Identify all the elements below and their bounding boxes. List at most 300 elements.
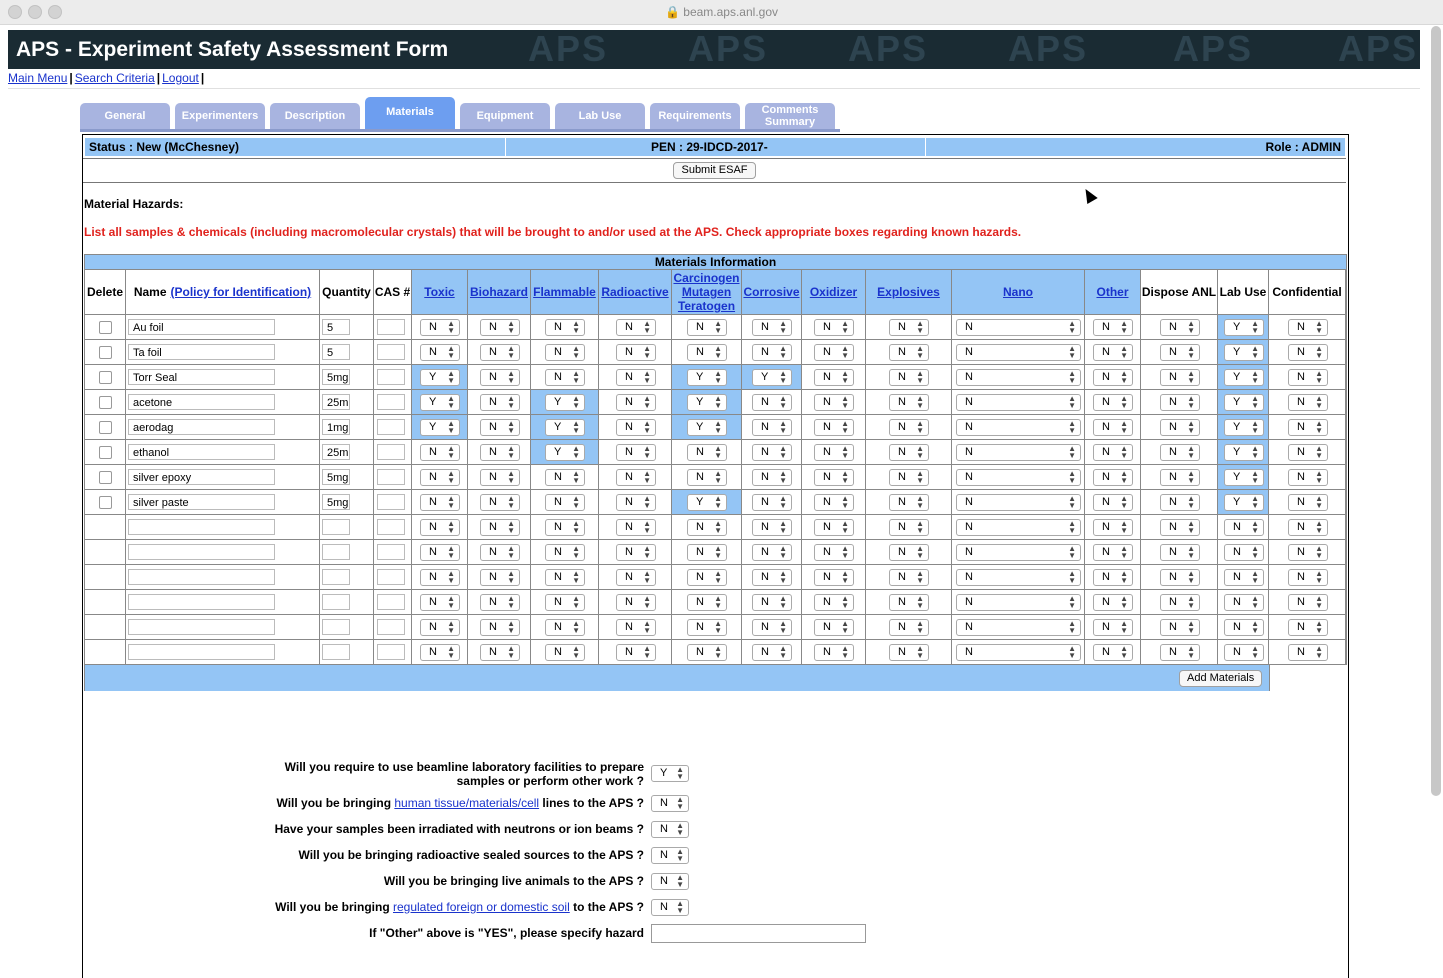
- chevron-up-down-icon: ▲ ▼: [916, 369, 924, 385]
- dispose-anl-select[interactable]: [1160, 394, 1200, 411]
- oxidizer-select[interactable]: [814, 319, 854, 336]
- quantity-input[interactable]: 1mg: [322, 419, 350, 435]
- select-value: N: [554, 346, 562, 358]
- corrosive-select[interactable]: [752, 469, 792, 486]
- delete-checkbox[interactable]: [99, 346, 112, 359]
- cas-input[interactable]: [377, 594, 405, 610]
- dispose-anl-select[interactable]: [1160, 544, 1200, 561]
- cas-input[interactable]: [377, 394, 405, 410]
- tab-comments-summary[interactable]: [745, 103, 835, 129]
- toxic-select[interactable]: [420, 569, 460, 586]
- explosives-select[interactable]: [889, 594, 929, 611]
- quantity-input[interactable]: [322, 644, 350, 660]
- corrosive-select[interactable]: [752, 519, 792, 536]
- oxidizer-select[interactable]: [814, 569, 854, 586]
- cas-input[interactable]: [377, 369, 405, 385]
- top-navigation: Main Menu | Search Criteria | Logout |: [8, 71, 1420, 89]
- other-select[interactable]: [1093, 469, 1133, 486]
- biohazard-select[interactable]: [480, 319, 520, 336]
- confidential-select[interactable]: [1288, 494, 1328, 511]
- question-link[interactable]: human tissue/materials/cell: [394, 796, 540, 810]
- table-cell: [468, 515, 531, 540]
- toxic-select[interactable]: [420, 519, 460, 536]
- explosives-select[interactable]: [889, 344, 929, 361]
- oxidizer-select[interactable]: [814, 594, 854, 611]
- cas-input[interactable]: [377, 344, 405, 360]
- radioactive-select[interactable]: [616, 619, 656, 636]
- radioactive-select[interactable]: [616, 494, 656, 511]
- oxidizer-select[interactable]: [814, 519, 854, 536]
- explosives-select[interactable]: [889, 569, 929, 586]
- biohazard-select[interactable]: [480, 519, 520, 536]
- dispose-anl-select[interactable]: [1160, 494, 1200, 511]
- quantity-input[interactable]: [322, 619, 350, 635]
- toxic-select[interactable]: [420, 469, 460, 486]
- other-select[interactable]: [1093, 444, 1133, 461]
- cas-input[interactable]: [377, 644, 405, 660]
- radioactive-select[interactable]: [616, 419, 656, 436]
- toxic-select[interactable]: [420, 444, 460, 461]
- nano-select[interactable]: [956, 644, 1081, 661]
- lab-use-select[interactable]: [1224, 319, 1264, 336]
- lab-use-select[interactable]: [1224, 394, 1264, 411]
- other-select[interactable]: [1093, 619, 1133, 636]
- corrosive-select[interactable]: [752, 644, 792, 661]
- name-input[interactable]: [128, 569, 275, 585]
- cas-input[interactable]: [377, 544, 405, 560]
- dispose-anl-select[interactable]: [1160, 594, 1200, 611]
- biohazard-select[interactable]: [480, 569, 520, 586]
- question-answer-select[interactable]: [651, 795, 689, 812]
- nano-select[interactable]: [956, 544, 1081, 561]
- quantity-input[interactable]: 5mg: [322, 494, 350, 510]
- corrosive-select[interactable]: [752, 569, 792, 586]
- nano-select[interactable]: [956, 444, 1081, 461]
- radioactive-select[interactable]: [616, 544, 656, 561]
- lab-use-select[interactable]: [1224, 569, 1264, 586]
- toxic-select[interactable]: [420, 619, 460, 636]
- chevron-up-down-icon: ▲ ▼: [447, 344, 455, 360]
- address-bar[interactable]: 🔒 beam.aps.anl.gov: [664, 5, 778, 19]
- dispose-anl-select[interactable]: [1160, 419, 1200, 436]
- column-link[interactable]: Toxic: [424, 285, 455, 299]
- quantity-input[interactable]: [322, 544, 350, 560]
- logout-link[interactable]: Logout: [162, 71, 199, 85]
- delete-checkbox[interactable]: [99, 371, 112, 384]
- nano-select[interactable]: [956, 494, 1081, 511]
- corrosive-select[interactable]: [752, 419, 792, 436]
- confidential-select[interactable]: [1288, 569, 1328, 586]
- carcinogen-select[interactable]: [687, 419, 727, 436]
- carcinogen-select[interactable]: [687, 544, 727, 561]
- explosives-select[interactable]: [889, 519, 929, 536]
- explosives-select[interactable]: [889, 394, 929, 411]
- chevron-up-down-icon: ▲ ▼: [1068, 394, 1076, 410]
- cas-input[interactable]: [377, 444, 405, 460]
- other-select[interactable]: [1093, 594, 1133, 611]
- corrosive-select[interactable]: [752, 344, 792, 361]
- toxic-select[interactable]: [420, 344, 460, 361]
- delete-checkbox[interactable]: [99, 421, 112, 434]
- explosives-select[interactable]: [889, 494, 929, 511]
- name-input[interactable]: [128, 644, 275, 660]
- confidential-select[interactable]: [1288, 394, 1328, 411]
- name-input[interactable]: [128, 519, 275, 535]
- other-select[interactable]: [1093, 544, 1133, 561]
- dispose-anl-select[interactable]: [1160, 644, 1200, 661]
- tab-requirements[interactable]: Requirements: [650, 103, 740, 129]
- chevron-up-down-icon: ▲ ▼: [1068, 419, 1076, 435]
- biohazard-select[interactable]: [480, 369, 520, 386]
- scrollbar[interactable]: [1431, 26, 1441, 796]
- nano-select[interactable]: [956, 569, 1081, 586]
- column-header-explosives[interactable]: [866, 270, 952, 314]
- biohazard-select[interactable]: [480, 444, 520, 461]
- cas-input[interactable]: [377, 569, 405, 585]
- dispose-anl-select[interactable]: [1160, 369, 1200, 386]
- quantity-input[interactable]: [322, 519, 350, 535]
- quantity-input[interactable]: 5: [322, 319, 350, 335]
- delete-checkbox[interactable]: [99, 496, 112, 509]
- toxic-select[interactable]: [420, 644, 460, 661]
- flammable-select[interactable]: [545, 469, 585, 486]
- corrosive-select[interactable]: [752, 594, 792, 611]
- toxic-select[interactable]: [420, 594, 460, 611]
- chevron-up-down-icon: ▲ ▼: [714, 394, 722, 410]
- column-header-toxic[interactable]: [412, 270, 468, 314]
- nano-select[interactable]: [956, 419, 1081, 436]
- radioactive-select[interactable]: [616, 369, 656, 386]
- confidential-select[interactable]: [1288, 444, 1328, 461]
- quantity-input[interactable]: [322, 569, 350, 585]
- select-value: N: [554, 571, 562, 583]
- column-link[interactable]: Carcinogen Mutagen Teratogen: [673, 271, 740, 313]
- cas-input[interactable]: [377, 469, 405, 485]
- carcinogen-select[interactable]: [687, 369, 727, 386]
- other-select[interactable]: [1093, 394, 1133, 411]
- question-answer-select[interactable]: [651, 873, 689, 890]
- chevron-up-down-icon: ▲ ▼: [1251, 344, 1259, 360]
- quantity-input[interactable]: 5: [322, 344, 350, 360]
- biohazard-select[interactable]: [480, 344, 520, 361]
- radioactive-select[interactable]: [616, 519, 656, 536]
- carcinogen-select[interactable]: [687, 319, 727, 336]
- dispose-anl-select[interactable]: [1160, 519, 1200, 536]
- oxidizer-select[interactable]: [814, 444, 854, 461]
- add-materials-button[interactable]: Add Materials: [1179, 670, 1262, 687]
- name-input[interactable]: [128, 544, 275, 560]
- column-header-corrosive[interactable]: [742, 270, 802, 314]
- carcinogen-select[interactable]: [687, 394, 727, 411]
- carcinogen-select[interactable]: [687, 519, 727, 536]
- other-select[interactable]: [1093, 369, 1133, 386]
- corrosive-select[interactable]: [752, 544, 792, 561]
- corrosive-select[interactable]: [752, 319, 792, 336]
- flammable-select[interactable]: [545, 644, 585, 661]
- radioactive-select[interactable]: [616, 344, 656, 361]
- carcinogen-select[interactable]: [687, 444, 727, 461]
- name-input[interactable]: Torr Seal: [128, 369, 275, 385]
- lab-use-select[interactable]: [1224, 369, 1264, 386]
- confidential-select[interactable]: [1288, 319, 1328, 336]
- main-menu-link[interactable]: Main Menu: [8, 71, 68, 85]
- flammable-select[interactable]: [545, 344, 585, 361]
- flammable-select[interactable]: [545, 494, 585, 511]
- confidential-select[interactable]: [1288, 594, 1328, 611]
- select-value: N: [554, 546, 562, 558]
- explosives-select[interactable]: [889, 419, 929, 436]
- carcinogen-select[interactable]: [687, 469, 727, 486]
- flammable-select[interactable]: [545, 394, 585, 411]
- select-value: N: [625, 496, 633, 508]
- column-header-nano[interactable]: [952, 270, 1085, 314]
- lab-use-select[interactable]: [1224, 594, 1264, 611]
- name-input[interactable]: ethanol: [128, 444, 275, 460]
- cas-input[interactable]: [377, 619, 405, 635]
- column-header-radioactive[interactable]: [599, 270, 672, 314]
- nano-select[interactable]: [956, 594, 1081, 611]
- column-link[interactable]: Radioactive: [601, 285, 669, 299]
- explosives-select[interactable]: [889, 469, 929, 486]
- column-header-carcinogen-mutagen-teratogen[interactable]: [672, 270, 742, 314]
- column-header-flammable[interactable]: [531, 270, 599, 314]
- column-link[interactable]: Nano: [1003, 285, 1033, 299]
- table-row: [85, 589, 1346, 615]
- biohazard-select[interactable]: [480, 619, 520, 636]
- biohazard-select[interactable]: [480, 469, 520, 486]
- lab-use-select[interactable]: [1224, 619, 1264, 636]
- other-hazard-input[interactable]: [651, 924, 866, 943]
- quantity-input[interactable]: 25m: [322, 394, 350, 410]
- toxic-select[interactable]: [420, 544, 460, 561]
- tab-lab-use[interactable]: Lab Use: [555, 103, 645, 129]
- biohazard-select[interactable]: [480, 419, 520, 436]
- select-value: N: [1297, 546, 1305, 558]
- cas-input[interactable]: [377, 319, 405, 335]
- select-value: Y: [1233, 471, 1241, 483]
- toxic-select[interactable]: [420, 419, 460, 436]
- oxidizer-select[interactable]: [814, 469, 854, 486]
- confidential-select[interactable]: [1288, 369, 1328, 386]
- tab-experimenters[interactable]: Experimenters: [175, 103, 265, 129]
- column-link[interactable]: Other: [1096, 285, 1129, 299]
- confidential-select[interactable]: [1288, 644, 1328, 661]
- column-header-oxidizer[interactable]: [802, 270, 866, 314]
- confidential-select[interactable]: [1288, 344, 1328, 361]
- carcinogen-select[interactable]: [687, 594, 727, 611]
- confidential-select[interactable]: [1288, 419, 1328, 436]
- toxic-select[interactable]: [420, 394, 460, 411]
- cas-input[interactable]: [377, 419, 405, 435]
- toxic-select[interactable]: [420, 369, 460, 386]
- biohazard-select[interactable]: [480, 394, 520, 411]
- lab-use-select[interactable]: [1224, 494, 1264, 511]
- lab-use-select[interactable]: [1224, 344, 1264, 361]
- question-link[interactable]: regulated foreign or domestic soil: [393, 900, 570, 914]
- oxidizer-select[interactable]: [814, 419, 854, 436]
- biohazard-select[interactable]: [480, 644, 520, 661]
- delete-checkbox[interactable]: [99, 396, 112, 409]
- confidential-select[interactable]: [1288, 619, 1328, 636]
- tab-description[interactable]: Description: [270, 103, 360, 129]
- delete-checkbox[interactable]: [99, 321, 112, 334]
- flammable-select[interactable]: [545, 569, 585, 586]
- lab-use-select[interactable]: [1224, 469, 1264, 486]
- oxidizer-select[interactable]: [814, 494, 854, 511]
- tab-equipment[interactable]: Equipment: [460, 103, 550, 129]
- nano-select[interactable]: [956, 619, 1081, 636]
- flammable-select[interactable]: [545, 419, 585, 436]
- explosives-select[interactable]: [889, 369, 929, 386]
- biohazard-select[interactable]: [480, 494, 520, 511]
- chevron-up-down-icon: ▲ ▼: [676, 765, 684, 781]
- carcinogen-select[interactable]: [687, 619, 727, 636]
- other-select[interactable]: [1093, 569, 1133, 586]
- dispose-anl-select[interactable]: [1160, 569, 1200, 586]
- radioactive-select[interactable]: [616, 594, 656, 611]
- lab-use-select[interactable]: [1224, 419, 1264, 436]
- table-cell: [531, 390, 599, 415]
- other-select[interactable]: [1093, 644, 1133, 661]
- submit-esaf-button[interactable]: Submit ESAF: [673, 162, 755, 179]
- column-link[interactable]: Explosives: [877, 285, 940, 299]
- radioactive-select[interactable]: [616, 319, 656, 336]
- lab-use-select[interactable]: [1224, 544, 1264, 561]
- dispose-anl-select[interactable]: [1160, 619, 1200, 636]
- confidential-select[interactable]: [1288, 544, 1328, 561]
- select-value: N: [625, 471, 633, 483]
- biohazard-select[interactable]: [480, 594, 520, 611]
- explosives-select[interactable]: [889, 444, 929, 461]
- explosives-select[interactable]: [889, 644, 929, 661]
- dispose-anl-select[interactable]: [1160, 344, 1200, 361]
- tab-materials[interactable]: Materials: [365, 97, 455, 129]
- corrosive-select[interactable]: [752, 369, 792, 386]
- quantity-input[interactable]: 25m: [322, 444, 350, 460]
- radioactive-select[interactable]: [616, 469, 656, 486]
- nano-select[interactable]: [956, 344, 1081, 361]
- question-answer-select[interactable]: [651, 847, 689, 864]
- column-link[interactable]: Flammable: [533, 285, 596, 299]
- table-cell: [1085, 365, 1141, 390]
- flammable-select[interactable]: [545, 544, 585, 561]
- question-answer-select[interactable]: [651, 765, 689, 782]
- carcinogen-select[interactable]: [687, 494, 727, 511]
- column-header-biohazard[interactable]: [468, 270, 531, 314]
- radioactive-select[interactable]: [616, 569, 656, 586]
- name-input[interactable]: [128, 619, 275, 635]
- dispose-anl-select[interactable]: [1160, 469, 1200, 486]
- oxidizer-select[interactable]: [814, 644, 854, 661]
- other-select[interactable]: [1093, 319, 1133, 336]
- delete-checkbox[interactable]: [99, 446, 112, 459]
- lab-use-select[interactable]: [1224, 444, 1264, 461]
- oxidizer-select[interactable]: [814, 369, 854, 386]
- toxic-select[interactable]: [420, 319, 460, 336]
- lab-use-select[interactable]: [1224, 644, 1264, 661]
- table-cell: [374, 515, 412, 540]
- search-criteria-link[interactable]: Search Criteria: [74, 71, 155, 85]
- name-input[interactable]: Ta foil: [128, 344, 275, 360]
- corrosive-select[interactable]: [752, 619, 792, 636]
- quantity-input[interactable]: [322, 594, 350, 610]
- select-value: N: [1169, 496, 1177, 508]
- oxidizer-select[interactable]: [814, 344, 854, 361]
- flammable-select[interactable]: [545, 444, 585, 461]
- dispose-anl-select[interactable]: [1160, 444, 1200, 461]
- oxidizer-select[interactable]: [814, 619, 854, 636]
- flammable-select[interactable]: [545, 369, 585, 386]
- oxidizer-select[interactable]: [814, 544, 854, 561]
- name-input[interactable]: aerodag: [128, 419, 275, 435]
- column-link[interactable]: Oxidizer: [809, 285, 858, 299]
- carcinogen-select[interactable]: [687, 344, 727, 361]
- radioactive-select[interactable]: [616, 444, 656, 461]
- cas-input[interactable]: [377, 519, 405, 535]
- lab-use-select[interactable]: [1224, 519, 1264, 536]
- corrosive-select[interactable]: [752, 444, 792, 461]
- nano-select[interactable]: [956, 469, 1081, 486]
- corrosive-select[interactable]: [752, 494, 792, 511]
- column-link[interactable]: Biohazard: [469, 285, 528, 299]
- confidential-select[interactable]: [1288, 469, 1328, 486]
- quantity-input[interactable]: 5mg: [322, 369, 350, 385]
- nano-select[interactable]: [956, 394, 1081, 411]
- cas-input[interactable]: [377, 494, 405, 510]
- flammable-select[interactable]: [545, 319, 585, 336]
- explosives-select[interactable]: [889, 319, 929, 336]
- explosives-select[interactable]: [889, 544, 929, 561]
- question-answer-select[interactable]: [651, 899, 689, 916]
- explosives-select[interactable]: [889, 619, 929, 636]
- tab-general[interactable]: General: [80, 103, 170, 129]
- question-answer-select[interactable]: [651, 821, 689, 838]
- toxic-select[interactable]: [420, 494, 460, 511]
- other-select[interactable]: [1093, 419, 1133, 436]
- nano-select[interactable]: [956, 319, 1081, 336]
- carcinogen-select[interactable]: [687, 569, 727, 586]
- name-input[interactable]: [128, 594, 275, 610]
- select-value: N: [696, 546, 704, 558]
- quantity-input[interactable]: 5mg: [322, 469, 350, 485]
- delete-checkbox[interactable]: [99, 471, 112, 484]
- confidential-select[interactable]: [1288, 519, 1328, 536]
- other-select[interactable]: [1093, 519, 1133, 536]
- oxidizer-select[interactable]: [814, 394, 854, 411]
- carcinogen-select[interactable]: [687, 644, 727, 661]
- radioactive-select[interactable]: [616, 394, 656, 411]
- name-input[interactable]: silver paste: [128, 494, 275, 510]
- name-input[interactable]: acetone: [128, 394, 275, 410]
- nano-select[interactable]: [956, 369, 1081, 386]
- radioactive-select[interactable]: [616, 644, 656, 661]
- policy-link[interactable]: (Policy for Identification): [170, 285, 312, 299]
- name-input[interactable]: silver epoxy: [128, 469, 275, 485]
- column-header-other[interactable]: [1085, 270, 1141, 314]
- biohazard-select[interactable]: [480, 544, 520, 561]
- nano-select[interactable]: [956, 519, 1081, 536]
- corrosive-select[interactable]: [752, 394, 792, 411]
- other-select[interactable]: [1093, 344, 1133, 361]
- name-input[interactable]: Au foil: [128, 319, 275, 335]
- dispose-anl-select[interactable]: [1160, 319, 1200, 336]
- flammable-select[interactable]: [545, 594, 585, 611]
- table-cell: [468, 415, 531, 440]
- flammable-select[interactable]: [545, 519, 585, 536]
- flammable-select[interactable]: [545, 619, 585, 636]
- column-link[interactable]: Corrosive: [743, 285, 800, 299]
- other-select[interactable]: [1093, 494, 1133, 511]
